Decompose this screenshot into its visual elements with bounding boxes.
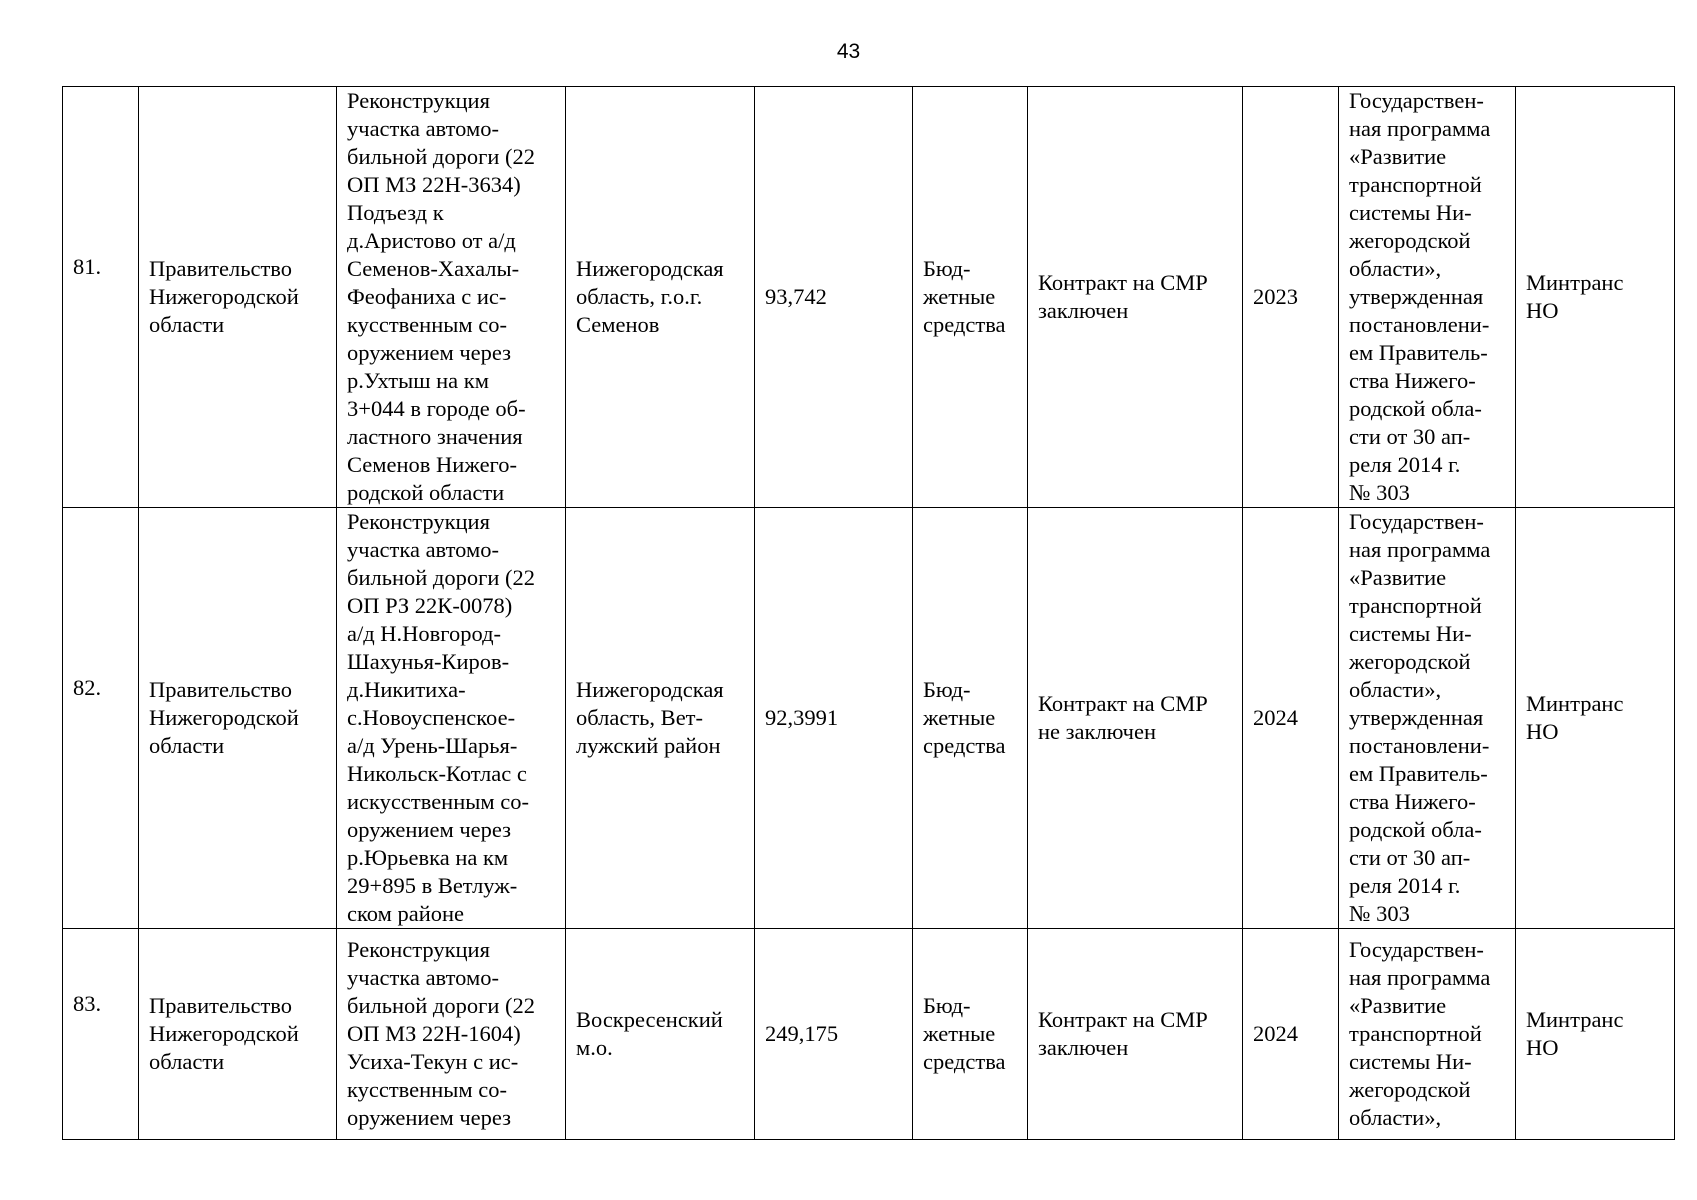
program-cell-line: «Развитие (1349, 565, 1447, 590)
description-cell-line: оружением через (347, 340, 512, 365)
description-cell-line: Семенов Нижего- (347, 452, 517, 477)
program-cell-line: жегородской (1349, 228, 1471, 253)
funding-source-cell (913, 929, 1028, 1140)
location-cell-line: Нижегородская (576, 677, 724, 702)
status-cell-line: Контракт на СМР (1038, 691, 1208, 716)
status-cell-line: заключен (1038, 1035, 1129, 1060)
status-cell-line: Контракт на СМР (1038, 1007, 1208, 1032)
funding-source-cell-line: средства (923, 312, 1006, 337)
description-cell-line: Семенов-Хахалы- (347, 256, 520, 281)
funding-source-cell-line: средства (923, 733, 1006, 758)
row-number (63, 929, 139, 1140)
description-cell-line: участка автомо- (347, 116, 499, 141)
program-cell-line: ная программа (1349, 116, 1491, 141)
year-cell-text: 2024 (1253, 705, 1298, 730)
year-cell-text: 2024 (1253, 1021, 1298, 1046)
amount-cell-text: 93,742 (765, 284, 827, 309)
projects-table (62, 86, 1675, 1140)
customer-cell-line: Правительство (149, 256, 292, 281)
customer-cell-line: Правительство (149, 993, 292, 1018)
program-cell-line: области», (1349, 677, 1442, 702)
customer-cell-line: Нижегородской (149, 284, 299, 309)
program-cell-line: области», (1349, 256, 1442, 281)
table-row (63, 929, 1675, 1140)
description-cell-line: оружением через (347, 817, 512, 842)
location-cell (566, 87, 755, 508)
program-cell-line: транспортной (1349, 172, 1482, 197)
customer-cell (139, 508, 337, 929)
program-cell-line: реля 2014 г. (1349, 452, 1461, 477)
customer-cell (139, 87, 337, 508)
status-cell-line: не заключен (1038, 719, 1156, 744)
description-cell-line: ОП МЗ 22Н-1604) (347, 1021, 521, 1046)
program-cell-line: транспортной (1349, 1021, 1482, 1046)
description-cell-line: участка автомо- (347, 537, 499, 562)
page-number: 43 (836, 40, 861, 63)
program-cell-line: «Развитие (1349, 144, 1447, 169)
description-cell-line: бильной дороги (22 (347, 565, 536, 590)
program-cell-line: области», (1349, 1105, 1442, 1130)
description-cell (337, 508, 566, 929)
funding-source-cell-line: Бюд- (923, 677, 971, 702)
row-number (63, 508, 139, 929)
description-cell-line: д.Аристово от а/д (347, 228, 516, 253)
program-cell-line: системы Ни- (1349, 200, 1472, 225)
description-cell-line: оружением через (347, 1105, 512, 1130)
description-cell-line: Реконструкция (347, 937, 490, 962)
description-cell-line: ском районе (347, 901, 465, 926)
responsible-cell-line: Минтранс (1526, 691, 1624, 716)
status-cell (1028, 929, 1243, 1140)
responsible-cell-line: НО (1526, 298, 1559, 323)
description-cell-line: ластного значения (347, 424, 523, 449)
program-cell-line: системы Ни- (1349, 1049, 1472, 1074)
description-cell-line: ОП МЗ 22Н-3634) (347, 172, 521, 197)
description-cell-line: искусственным со- (347, 789, 529, 814)
description-cell-line: р.Ухтыш на км (347, 368, 489, 393)
customer-cell-line: Нижегородской (149, 1021, 299, 1046)
program-cell-line: сти от 30 ап- (1349, 424, 1471, 449)
funding-source-cell-line: Бюд- (923, 256, 971, 281)
status-cell (1028, 508, 1243, 929)
responsible-cell-line: Минтранс (1526, 270, 1624, 295)
location-cell-line: Семенов (576, 312, 660, 337)
description-cell-line: 3+044 в городе об- (347, 396, 526, 421)
program-cell (1339, 508, 1516, 929)
program-cell-line: жегородской (1349, 649, 1471, 674)
description-cell-line: р.Юрьевка на км (347, 845, 509, 870)
location-cell-line: лужский район (576, 733, 721, 758)
program-cell-line: жегородской (1349, 1077, 1471, 1102)
program-cell-line: утвержденная (1349, 705, 1484, 730)
table-body (63, 87, 1675, 1140)
funding-source-cell-line: жетные (923, 705, 996, 730)
program-cell-line: Государствен- (1349, 509, 1484, 534)
customer-cell-line: области (149, 733, 225, 758)
program-cell-line: «Развитие (1349, 993, 1447, 1018)
description-cell-line: родской области (347, 480, 505, 505)
program-cell-line: № 303 (1349, 480, 1410, 505)
description-cell-line: Подъезд к (347, 200, 444, 225)
program-cell-line: утвержденная (1349, 284, 1484, 309)
description-cell-line: Шахунья-Киров- (347, 649, 510, 674)
amount-cell-text: 92,3991 (765, 705, 839, 730)
table-row (63, 87, 1675, 508)
status-cell-line: Контракт на СМР (1038, 270, 1208, 295)
program-cell (1339, 87, 1516, 508)
program-cell-line: родской обла- (1349, 817, 1482, 842)
program-cell-line: родской обла- (1349, 396, 1482, 421)
program-cell-line: № 303 (1349, 901, 1410, 926)
amount-cell (755, 929, 913, 1140)
description-cell-line: 29+895 в Ветлуж- (347, 873, 518, 898)
amount-cell (755, 508, 913, 929)
program-cell-line: Государствен- (1349, 88, 1484, 113)
description-cell (337, 929, 566, 1140)
description-cell-line: участка автомо- (347, 965, 499, 990)
description-cell-line: с.Новоуспенское- (347, 705, 516, 730)
location-cell-line: Нижегородская (576, 256, 724, 281)
row-number-text: 82. (73, 675, 102, 700)
customer-cell-line: области (149, 312, 225, 337)
program-cell-line: ная программа (1349, 537, 1491, 562)
amount-cell (755, 87, 913, 508)
description-cell-line: Феофаниха с ис- (347, 284, 507, 309)
program-cell (1339, 929, 1516, 1140)
location-cell (566, 929, 755, 1140)
location-cell-line: область, Вет- (576, 705, 704, 730)
program-cell-line: ства Нижего- (1349, 789, 1476, 814)
program-cell-line: транспортной (1349, 593, 1482, 618)
row-number-text: 83. (73, 991, 102, 1016)
program-cell-line: ная программа (1349, 965, 1491, 990)
table-row (63, 508, 1675, 929)
responsible-cell (1516, 87, 1675, 508)
status-cell-line: заключен (1038, 298, 1129, 323)
year-cell (1243, 929, 1339, 1140)
customer-cell-line: области (149, 1049, 225, 1074)
program-cell-line: системы Ни- (1349, 621, 1472, 646)
responsible-cell-line: НО (1526, 1035, 1559, 1060)
amount-cell-text: 249,175 (765, 1021, 839, 1046)
status-cell (1028, 87, 1243, 508)
program-cell-line: реля 2014 г. (1349, 873, 1461, 898)
customer-cell-line: Правительство (149, 677, 292, 702)
location-cell (566, 508, 755, 929)
location-cell-line: м.о. (576, 1035, 613, 1060)
program-cell-line: постановлени- (1349, 733, 1490, 758)
responsible-cell-line: НО (1526, 719, 1559, 744)
description-cell-line: а/д Урень-Шарья- (347, 733, 518, 758)
description-cell-line: бильной дороги (22 (347, 993, 536, 1018)
responsible-cell (1516, 508, 1675, 929)
customer-cell (139, 929, 337, 1140)
responsible-cell-line: Минтранс (1526, 1007, 1624, 1032)
funding-source-cell-line: Бюд- (923, 993, 971, 1018)
description-cell-line: Реконструкция (347, 509, 490, 534)
funding-source-cell-line: жетные (923, 1021, 996, 1046)
description-cell-line: ОП РЗ 22К-0078) (347, 593, 513, 618)
program-cell-line: сти от 30 ап- (1349, 845, 1471, 870)
year-cell (1243, 87, 1339, 508)
responsible-cell (1516, 929, 1675, 1140)
description-cell-line: Усиха-Текун с ис- (347, 1049, 519, 1074)
description-cell-line: бильной дороги (22 (347, 144, 536, 169)
row-number-text: 81. (73, 254, 102, 279)
description-cell-line: а/д Н.Новгород- (347, 621, 502, 646)
row-number (63, 87, 139, 508)
program-cell-line: ства Нижего- (1349, 368, 1476, 393)
program-cell-line: ем Правитель- (1349, 340, 1488, 365)
funding-source-cell (913, 508, 1028, 929)
funding-source-cell-line: средства (923, 1049, 1006, 1074)
customer-cell-line: Нижегородской (149, 705, 299, 730)
location-cell-line: Воскресенский (576, 1007, 723, 1032)
location-cell-line: область, г.о.г. (576, 284, 703, 309)
description-cell-line: кусственным со- (347, 312, 507, 337)
description-cell-line: д.Никитиха- (347, 677, 466, 702)
description-cell-line: Никольск-Котлас с (347, 761, 527, 786)
year-cell-text: 2023 (1253, 284, 1298, 309)
year-cell (1243, 508, 1339, 929)
funding-source-cell (913, 87, 1028, 508)
program-cell-line: Государствен- (1349, 937, 1484, 962)
funding-source-cell-line: жетные (923, 284, 996, 309)
description-cell-line: Реконструкция (347, 88, 490, 113)
program-cell-line: постановлени- (1349, 312, 1490, 337)
description-cell-line: кусственным со- (347, 1077, 507, 1102)
program-cell-line: ем Правитель- (1349, 761, 1488, 786)
description-cell (337, 87, 566, 508)
